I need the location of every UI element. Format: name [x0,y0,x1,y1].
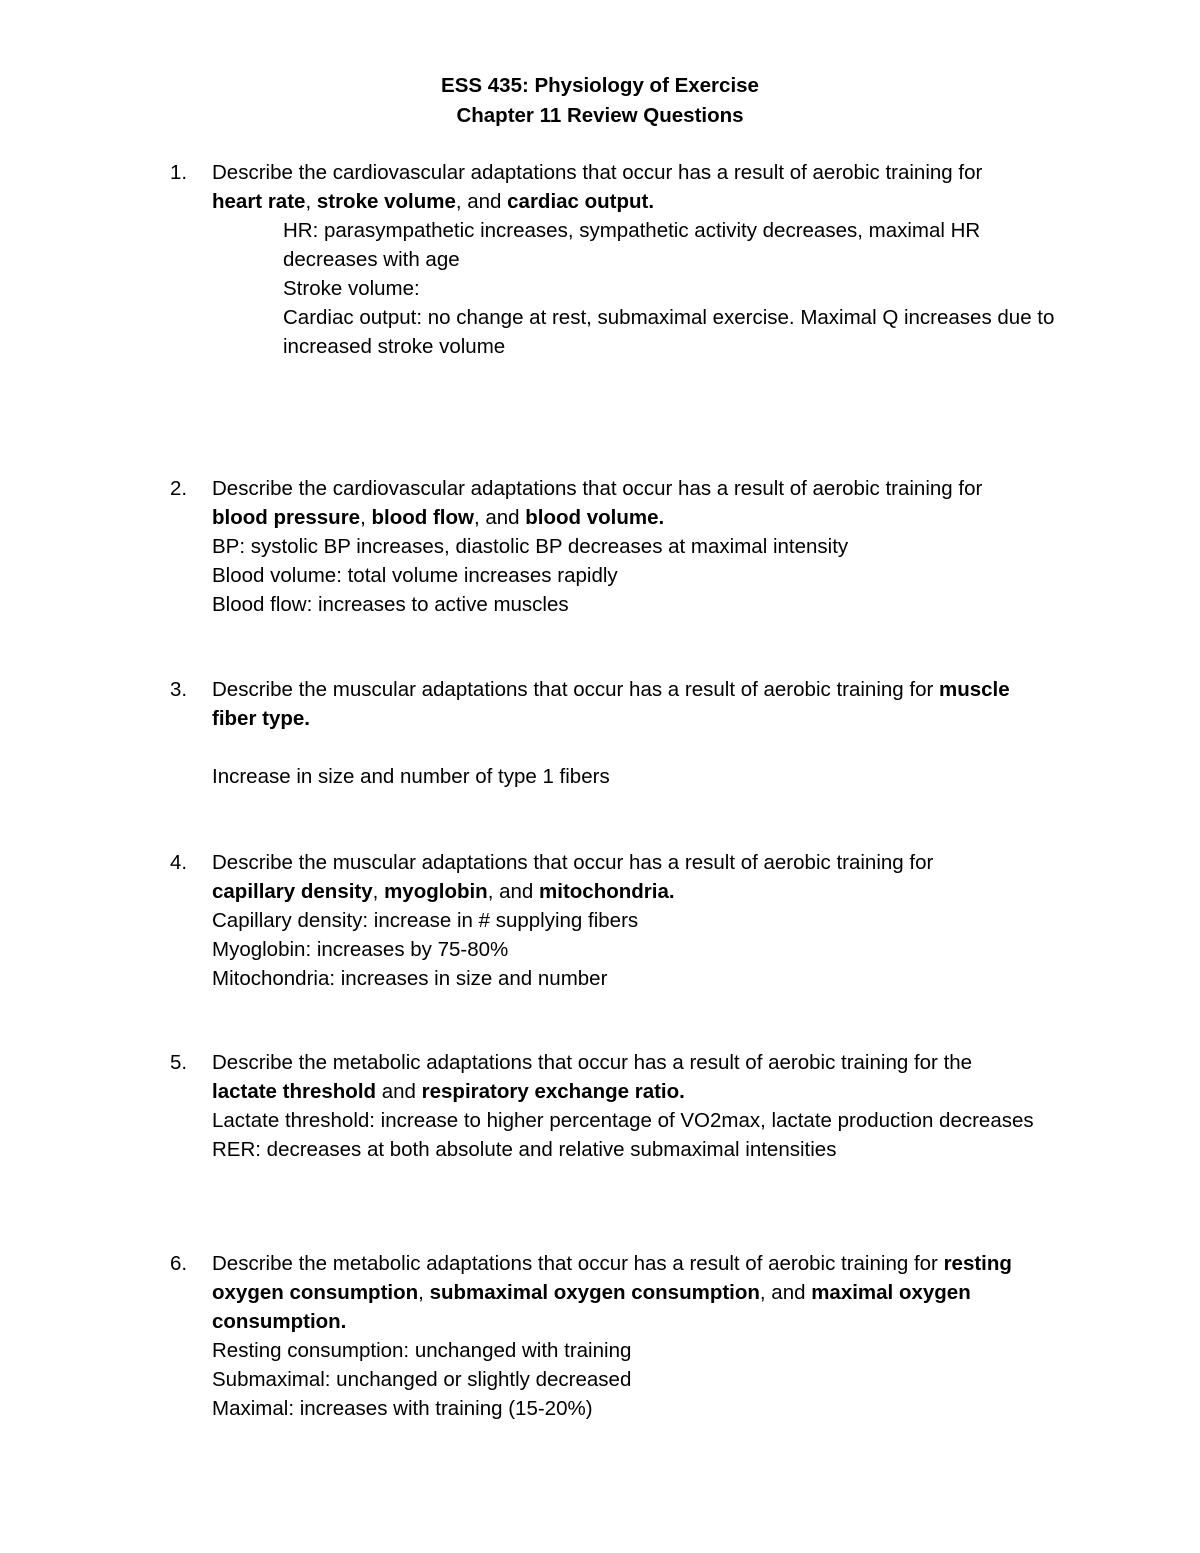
question-body [212,474,1072,619]
term: submaximal oxygen consumption [429,1281,760,1304]
question-number: 2. [170,477,188,500]
term-sep: , and [473,506,526,529]
answer-line: HR: parasympathetic increases, sympathetic activity decreases, maximal HR decreases with age [283,219,981,271]
question-prompt: Describe the metabolic adaptations that occur has a result of aerobic training for the [212,1051,973,1074]
answer-line: Maximal: increases with training (15-20%) [212,1397,593,1420]
term: maximal oxygen consumption. [212,1281,971,1333]
term-sep: , [372,880,385,903]
answer-line: Submaximal: unchanged or slightly decreased [212,1368,632,1391]
question-number: 5. [170,1051,188,1074]
answer-line: Blood flow: increases to active muscles [212,593,569,616]
question-terms [212,1278,1072,1336]
term-sep: , [360,506,372,529]
term-sep: , [305,190,317,213]
prompt-text: Describe the metabolic adaptations that occur has a result of aerobic training for [212,1252,938,1275]
term: cardiac output. [507,190,655,213]
answer-line: Stroke volume: [283,277,420,300]
question-body [212,1249,1072,1423]
prompt-text: Describe the muscular adaptations that occur has a result of aerobic training for [212,678,934,701]
term: mitochondria. [539,880,675,903]
term-sep: , and [487,880,540,903]
document-title [0,71,1200,131]
answer-line: Resting consumption: unchanged with training [212,1339,632,1362]
term: capillary density [212,880,373,903]
question-number: 6. [170,1252,188,1275]
question-terms [212,187,1072,216]
term: lactate threshold [212,1080,377,1103]
question-prompt [212,1249,1072,1278]
question-number: 4. [170,851,188,874]
question-number: 3. [170,678,188,701]
term-sep: , and [455,190,508,213]
question-body [212,158,1072,361]
term-sep: , [418,1281,430,1304]
question-body [212,675,1072,791]
term: oxygen consumption [212,1281,419,1304]
answer-line: Myoglobin: increases by 75-80% [212,938,509,961]
answer-line: RER: decreases at both absolute and relative submaximal intensities [212,1138,837,1161]
chapter-title: Chapter 11 Review Questions [456,104,744,127]
question-number: 1. [170,161,188,184]
term: resting [943,1252,1012,1275]
answer-line: Increase in size and number of type 1 fibers [212,765,610,788]
answer-line: BP: systolic BP increases, diastolic BP decreases at maximal intensity [212,535,849,558]
question-terms [212,877,1072,906]
term: muscle [939,678,1010,701]
answer-line: Blood volume: total volume increases rapidly [212,564,618,587]
term: blood pressure [212,506,361,529]
question-terms: fiber type. [212,707,310,730]
term: stroke volume [316,190,456,213]
course-title: ESS 435: Physiology of Exercise [441,74,759,97]
question-prompt: Describe the cardiovascular adaptations that occur has a result of aerobic training for [212,161,983,184]
question-terms [212,503,1072,532]
question-terms [212,1077,1072,1106]
term-sep: , and [759,1281,812,1304]
answer-line: Cardiac output: no change at rest, submaximal exercise. Maximal Q increases due to increased stroke volume [283,306,1055,358]
question-body [212,1048,1072,1164]
term: blood flow [371,506,474,529]
term: heart rate [212,190,306,213]
term: respiratory exchange ratio. [421,1080,685,1103]
question-prompt: Describe the muscular adaptations that occur has a result of aerobic training for [212,851,934,874]
term: blood volume. [525,506,665,529]
answer-line: Lactate threshold: increase to higher percentage of VO2max, lactate production decreases [212,1109,1034,1132]
term: myoglobin [384,880,488,903]
question-prompt [212,675,1072,704]
answer-line: Capillary density: increase in # supplying fibers [212,909,639,932]
answer-line: Mitochondria: increases in size and number [212,967,608,990]
question-body [212,848,1072,993]
question-prompt: Describe the cardiovascular adaptations that occur has a result of aerobic training for [212,477,983,500]
term-sep: and [376,1080,422,1103]
